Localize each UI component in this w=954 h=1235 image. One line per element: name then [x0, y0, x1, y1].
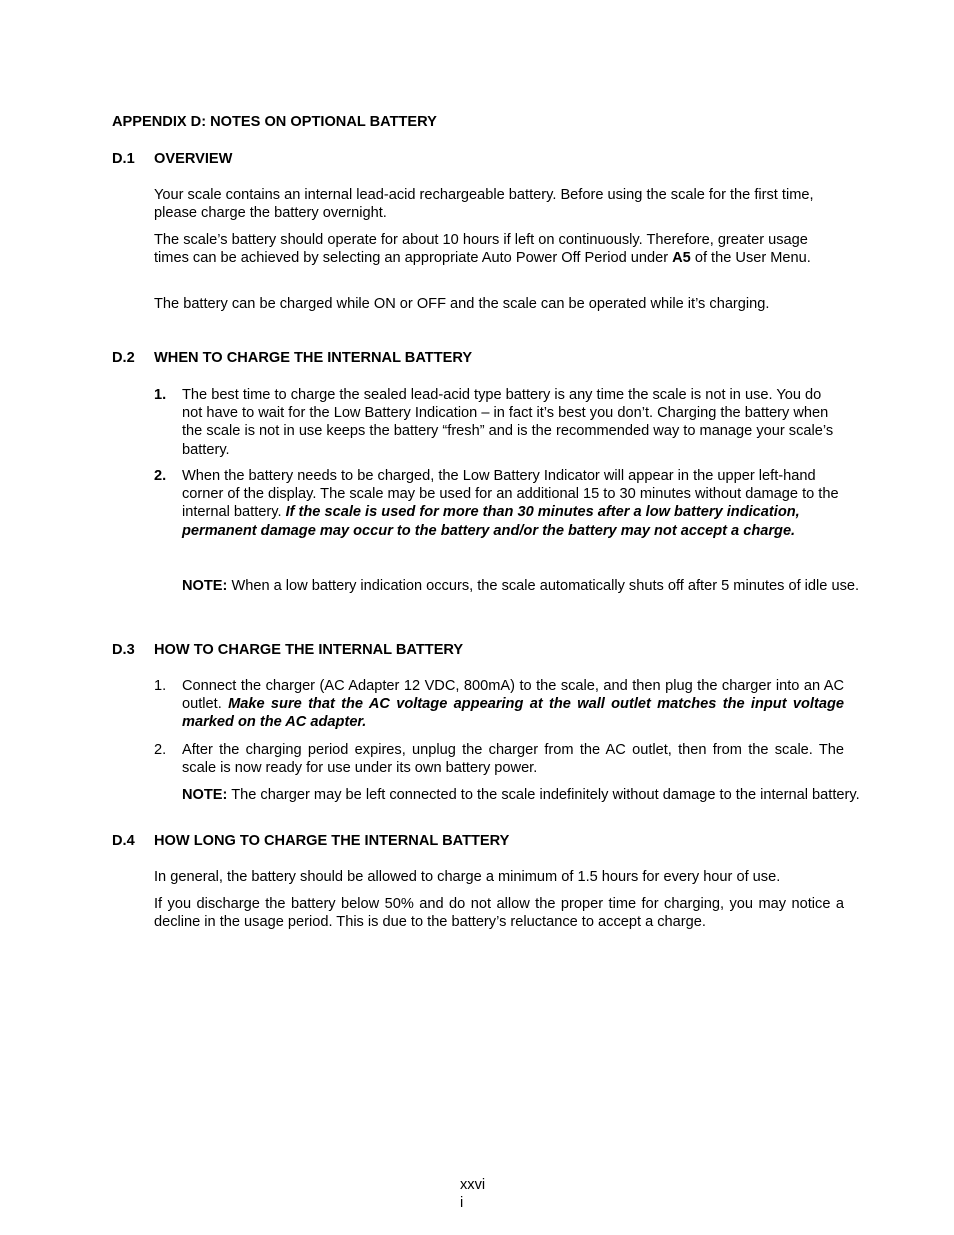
d3-item-1-warning: Make sure that the AC voltage appearing at the wall outlet matches the input voltage marked on the AC adapter.	[182, 696, 844, 731]
d2-item-2	[182, 467, 844, 540]
d2-item-2-warning: If the scale is used for more than 30 minutes after a low battery indication, permanent damage may occur to the battery and/or the battery may not accept a charge.	[182, 504, 800, 539]
d1-paragraph-2	[154, 231, 844, 267]
d1-paragraph-1: Your scale contains an internal lead-acid rechargeable battery. Before using the scale for the first time, please charge the battery overnight.	[154, 187, 814, 222]
d2-note	[182, 577, 900, 595]
d3-item-1	[182, 677, 844, 732]
d1-menu-code: A5	[672, 250, 691, 267]
d3-item-1-text: Connect the charger (AC Adapter 12 VDC, 800mA) to the scale, and then plug the charger into an AC outlet.	[182, 678, 844, 713]
section-d3-title: HOW TO CHARGE THE INTERNAL BATTERY	[154, 642, 464, 658]
section-d1-title: OVERVIEW	[154, 151, 233, 167]
d3-item-2: After the charging period expires, unplug the charger from the AC outlet, then from the scale. The scale is now ready for use under its own battery power.	[182, 742, 844, 777]
d3-note-text: The charger may be left connected to the scale indefinitely without damage to the internal battery.	[227, 787, 860, 803]
d1-paragraph-2-text: The scale’s battery should operate for about 10 hours if left on continuously. Therefore, greater usage times can be achieved by selecting an appropriate Auto Power Off Period under	[154, 232, 808, 267]
d4-paragraph-1: In general, the battery should be allowed to charge a minimum of 1.5 hours for every hour of use.	[154, 869, 781, 885]
page-number	[460, 1176, 500, 1212]
section-d2-title: WHEN TO CHARGE THE INTERNAL BATTERY	[154, 350, 473, 366]
d3-note	[182, 786, 900, 804]
section-d1-number: D.1	[112, 151, 135, 167]
d1-paragraph-2-end: of the User Menu.	[690, 250, 811, 267]
d2-note-text: When a low battery indication occurs, the scale automatically shuts off after 5 minutes of idle use.	[227, 578, 860, 594]
d1-paragraph-3: The battery can be charged while ON or OFF and the scale can be operated while it’s charging.	[154, 296, 770, 312]
section-d2-number: D.2	[112, 350, 135, 366]
section-d4-number: D.4	[112, 833, 135, 849]
d2-item-2-number: 2.	[154, 468, 167, 484]
d4-paragraph-2: If you discharge the battery below 50% and do not allow the proper time for charging, you may notice a decline in the usage period. This is due to the battery’s reluctance to accept a charge.	[154, 896, 844, 931]
section-d3-number: D.3	[112, 642, 135, 658]
d2-item-2-text: When the battery needs to be charged, the Low Battery Indicator will appear in the upper left-hand corner of the display. The scale may be used for an additional 15 to 30 minutes without damage to the internal battery.	[182, 468, 839, 521]
page-number-line-2: i	[460, 1195, 464, 1212]
appendix-title: APPENDIX D: NOTES ON OPTIONAL BATTERY	[112, 114, 437, 130]
d2-item-1-number: 1.	[154, 387, 167, 403]
d2-note-label: NOTE:	[182, 578, 228, 594]
page-number-line-1: xxvi	[460, 1177, 486, 1193]
d3-note-label: NOTE:	[182, 787, 228, 803]
d3-item-1-number: 1.	[154, 678, 167, 694]
section-d4-title: HOW LONG TO CHARGE THE INTERNAL BATTERY	[154, 833, 510, 849]
d2-item-1: The best time to charge the sealed lead-acid type battery is any time the scale is not in use. You do not have to wait for the Low Battery Indication – in fact it’s best you don’t. Charging the battery when the scale is not in use keeps the battery “fresh” and is the recommended way to manage your scale’s battery.	[182, 387, 834, 458]
d3-item-2-number: 2.	[154, 742, 167, 758]
